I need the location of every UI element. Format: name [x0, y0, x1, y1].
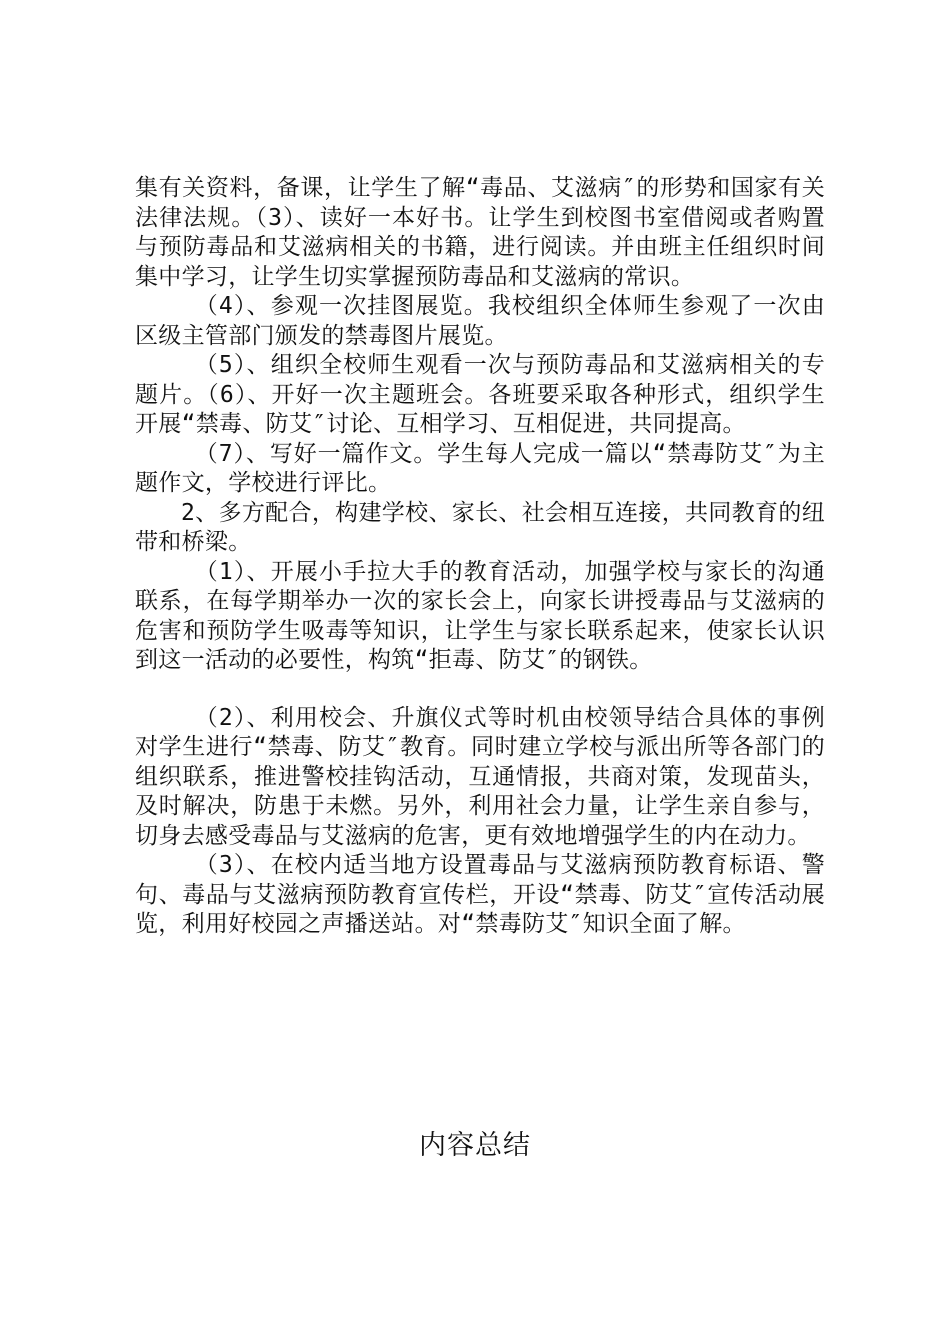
summary-heading: 内容总结 [419, 1130, 531, 1161]
paragraph-resources: 集有关资料，备课，让学生了解“毒品、艾滋病″的形势和国家有关法律法规。（3）、读好一本好书。让学生到校图书室借阅或者购置与预防毒品和艾滋病相关的书籍，进行阅读。并由班主任组织时间集中学习，让学生切实掌握预防毒品和艾滋病的常识。 [135, 175, 825, 290]
paragraph-campus-slogans: （3）、在校内适当地方设置毒品与艾滋病预防教育标语、警句、毒品与艾滋病预防教育宣传栏，开设“禁毒、防艾″宣传活动展览，利用好校园之声播送站。对“禁毒防艾″知识全面了解。 [135, 852, 825, 937]
paragraph-essay: （7）、写好一篇作文。学生每人完成一篇以“禁毒防艾″为主题作文，学校进行评比。 [135, 440, 825, 496]
paragraph-cooperation: 2、多方配合，构建学校、家长、社会相互连接，共同教育的纽带和桥梁。 [135, 499, 825, 555]
paragraph-spacer [135, 676, 825, 704]
paragraph-film-class-meeting: （5）、组织全校师生观看一次与预防毒品和艾滋病相关的专题片。（6）、开好一次主题班会。各班要采取各种形式，组织学生开展“禁毒、防艾″讨论、互相学习、互相促进，共同提高。 [135, 352, 825, 437]
paragraph-school-meeting: （2）、利用校会、升旗仪式等时机由校领导结合具体的事例对学生进行“禁毒、防艾″教育。同时建立学校与派出所等各部门的组织联系，推进警校挂钩活动，互通情报，共商对策，发现苗头，及时解决，防患于未燃。另外，利用社会力量，让学生亲自参与，切身去感受毒品与艾滋病的危害，更有效地增强学生的内在动力。 [135, 704, 825, 849]
paragraph-parents: （1）、开展小手拉大手的教育活动，加强学校与家长的沟通联系，在每学期举办一次的家长会上，向家长讲授毒品与艾滋病的危害和预防学生吸毒等知识，让学生与家长联系起来，使家长认识到这一活动的必要性，构筑“拒毒、防艾″的钢铁。 [135, 558, 825, 673]
document-body [135, 174, 825, 940]
paragraph-exhibition: （4）、参观一次挂图展览。我校组织全体师生参观了一次由区级主管部门颁发的禁毒图片展览。 [135, 293, 825, 349]
